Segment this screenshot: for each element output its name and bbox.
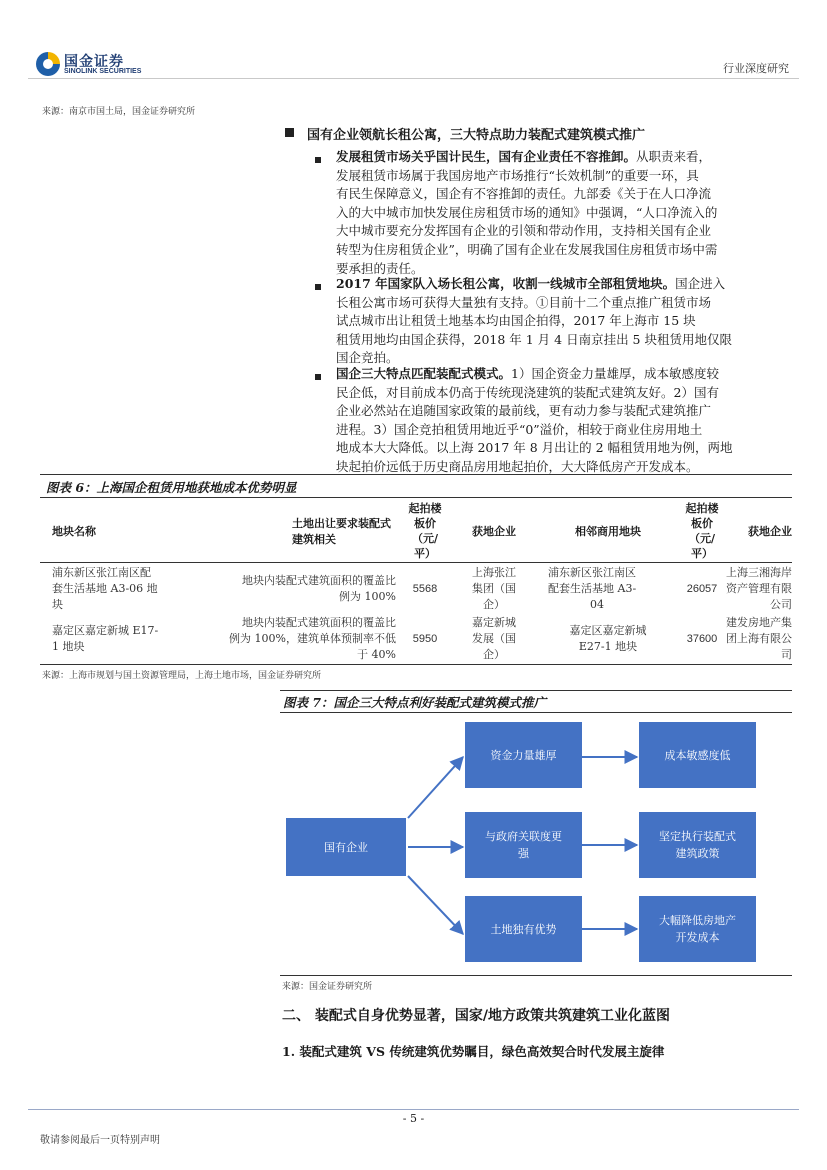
flow-node-outcome-1: 成本敏感度低 [639, 722, 756, 788]
bullet-2-lead: 2017 年国家队入场长租公寓，收割一线城市全部租赁地块。 [336, 276, 676, 291]
flow-node-feature-1: 资金力量雄厚 [465, 722, 582, 788]
figure7-bottom-rule [280, 975, 792, 976]
col-header-price: 起拍楼 板价 （元/ 平） [408, 501, 442, 560]
logo-cn: 国金证券 [64, 54, 124, 70]
section-heading-2: 二、 装配式自身优势显著，国家/地方政策共筑建筑工业化蓝图 [282, 1008, 670, 1024]
col-header-adj-winner: 获地企业 [748, 524, 792, 538]
logo-en: SINOLINK SECURITIES [64, 68, 142, 75]
flow-node-feature-2: 与政府关联度更 强 [465, 812, 582, 878]
flow-node-outcome-3: 大幅降低房地产 开发成本 [639, 896, 756, 962]
bullet-3-lead: 国企三大特点匹配装配式模式。 [336, 366, 512, 381]
bullet-paragraph-3: 国企三大特点匹配装配式模式。1）国企资金力量雄厚，成本敏感度较 民企低，对目前成本仍高于传统现浇建筑的装配式建筑友好。2）国有 企业必然站在追随国家政策的最前线，更有动力参与装配式建筑推广 进程。3）国企竞拍租赁用地近乎“0”溢价，相较于商业住房用地土 地成本大大降低。以上海 2017 年 8 月出让的 2 幅租赁用地为例，两地 块起拍价远低于历史商品房用地起拍价，大大降低房产开发成本。 [336, 366, 733, 474]
table-row: 浦东新区张江南区配 套生活基地 A3-06 地 块 地块内装配式建筑面积的覆盖比 例为 100% 5568 上海张江 集团（国 企） 浦东新区张江南区 配套生活基地 A3- 04 26057 上海三湘海岸 资产管理有限 公司 [52, 565, 792, 611]
bullet-paragraph-1: 发展租赁市场关乎国计民生，国有企业责任不容推卸。从职责来看， 发展租赁市场属于我国房地产市场推行“长效机制”的重要一环，具 有民生保障意义，国企有不容推卸的责任。九部委《关于在人口净流 入的大中城市加快发展住房租赁市场的通知》中强调，“人口净流入的 大中城市要充分发挥国有企业的引领和带动作用，支持相关国有企业 转型为住房租赁企业”，明确了国有企业在发展我国住房租赁市场中需 要承担的责任。 [336, 149, 718, 276]
bullet-paragraph-2: 2017 年国家队入场长租公寓，收割一线城市全部租赁地块。国企进入 长租公寓市场可获得大量独有支持。①目前十二个重点推广租赁市场 试点城市出让租赁土地基本均由国企拍得，2017 年上海市 15 块 租赁用地均由国企获得，2018 年 1 月 4 日南京挂出 5 块租赁用地仅限 国企竞拍。 [336, 276, 732, 366]
subsection-heading-1: 1. 装配式建筑 VS 传统建筑优势瞩目，绿色高效契合时代发展主旋律 [282, 1044, 665, 1059]
section-title: 国有企业领航长租公寓，三大特点助力装配式建筑模式推广 [307, 128, 646, 143]
figure7-title: 图表 7：国企三大特点利好装配式建筑模式推广 [283, 695, 547, 710]
page-number: - 5 - [402, 1112, 425, 1125]
figure7-source: 来源：国金证券研究所 [282, 982, 373, 992]
arrow-root-to-feature-3 [408, 876, 463, 934]
figure6-title: 图表 6：上海国企租赁用地获地成本优势明显 [46, 480, 297, 495]
table-row: 嘉定区嘉定新城 E17- 1 地块 地块内装配式建筑面积的覆盖比 例为 100%，建筑单体预制率不低 于 40% 5950 嘉定新城 发展（国 企） 嘉定区嘉定新城 E27-1 地块 37600 建发房地产集 团上海有限公 司 [52, 616, 792, 662]
col-header-adjacent: 相邻商用地块 [575, 524, 641, 538]
footer-divider [28, 1109, 799, 1110]
col-header-requirement: 土地出让要求装配式建筑相关 [292, 516, 391, 546]
bullet-1-lead: 发展租赁市场关乎国计民生，国有企业责任不容推卸。 [336, 149, 637, 164]
col-header-adj-price: 起拍楼 板价 （元/ 平） [685, 501, 719, 560]
arrow-root-to-feature-1 [408, 757, 463, 818]
top-source-note: 来源：南京市国土局，国金证券研究所 [42, 107, 196, 117]
flow-node-outcome-2: 坚定执行装配式 建筑政策 [639, 812, 756, 878]
col-header-winner: 获地企业 [472, 524, 516, 538]
report-type: 行业深度研究 [723, 62, 789, 75]
col-header-plot: 地块名称 [52, 524, 96, 538]
figure6-source: 来源：上海市规划与国土资源管理局，上海土地市场，国金证券研究所 [42, 671, 322, 681]
footer-disclaimer: 敬请参阅最后一页特别声明 [40, 1135, 160, 1146]
flow-node-feature-3: 土地独有优势 [465, 896, 582, 962]
flow-node-root: 国有企业 [286, 818, 406, 876]
